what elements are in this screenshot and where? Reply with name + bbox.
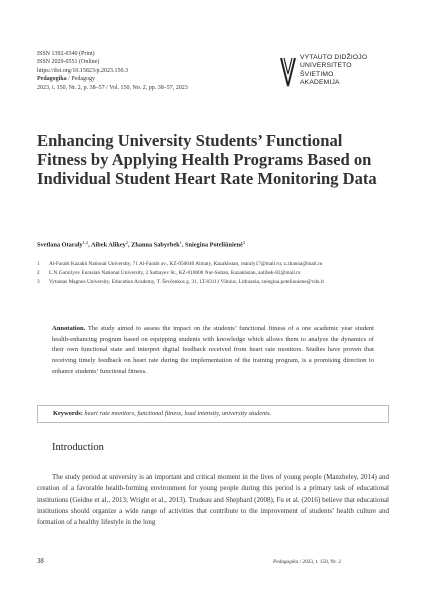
university-logo xyxy=(280,52,392,96)
affiliation-item xyxy=(37,261,397,268)
author-name: Sniegina Poteliūnienė xyxy=(185,241,243,249)
paper-title: Enhancing University Students’ Functional Fitness by Applying Health Programs Based on Individual Student Heart Rate Monitoring Data xyxy=(37,131,377,189)
affiliation-text: L.N.Gumilyov Eurasian National University, 2 Satbayev St., KZ-010000 Nur-Sultan, Kazakhstan, aalibek-82@mail.ru xyxy=(49,270,301,277)
issn-print: ISSN 1392-0340 (Print) xyxy=(37,51,95,57)
issn-online: ISSN 2029-0551 (Online) xyxy=(37,59,100,66)
running-footer xyxy=(273,559,341,565)
keywords-text: heart rate monitors, functional fitness, load intensity, university students. xyxy=(82,410,272,417)
section-heading: Introduction xyxy=(52,442,104,453)
author-affiliation-mark: 3 xyxy=(242,240,246,245)
logo-line: VYTAUTO DIDŽIOJO xyxy=(300,54,368,61)
logo-line: ŠVIETIMO xyxy=(300,70,334,78)
journal-title-en: / Pedagogy xyxy=(66,76,96,83)
author-list: Svetlana Otaraly$^{1,2}$, Aibek Alikey$^2$, Zhanna Sabyrbek$^1$, Sniegina Poteliūnienė$^3$ xyxy=(37,240,246,249)
author-name: Zhanna Sabyrbek xyxy=(131,241,180,249)
affiliation-text: Al-Farabi Kazakh National University, 71 Al-Farabi av., KZ-050040 Almaty, Kazakhstan, otaraly17@mail.ru; z.zhanna@mail.ru xyxy=(49,261,323,267)
logo-line: UNIVERSITETO xyxy=(300,62,352,70)
affiliation-text: Vytautas Magnus University, Education Academy, T. Ševčenkos g. 31, LT-03111 Vilnius, Lithuania, sniegina.poteliuniene@vdu.lt xyxy=(49,279,324,286)
volume-info: 2023, t. 150, Nr. 2, p. 38–57 / Vol. 150, No. 2, pp. 38–57, 2023 xyxy=(37,84,188,91)
logo-emblem-icon xyxy=(280,56,296,90)
keywords-box xyxy=(37,405,389,423)
affiliation-number: 1 xyxy=(37,261,40,267)
logo-line: AKADEMIJA xyxy=(300,79,340,87)
affiliation-number: 2 xyxy=(37,270,40,277)
footer-journal: Pedagogika xyxy=(273,559,299,565)
journal-title: Pedagogika xyxy=(37,76,67,83)
page-number: 38 xyxy=(37,558,44,565)
author-affiliation-mark: 2 xyxy=(125,240,128,245)
journal-meta xyxy=(37,50,188,92)
body-text xyxy=(37,472,389,528)
abstract-label: Annotation. xyxy=(52,325,86,332)
abstract xyxy=(52,324,374,378)
keywords-label: Keywords: xyxy=(53,410,83,417)
affiliation-item xyxy=(37,279,397,286)
author-affiliation-mark: 1,2 xyxy=(82,240,89,245)
doi-link[interactable]: https://doi.org/10.15823/p.2023.150.3 xyxy=(37,67,129,74)
affiliation-list xyxy=(37,261,397,288)
abstract-text: The study aimed to assess the impact on the students’ functional fitness of a one academic year student health-enhancing program based on equipping students with knowledge which allows them to analyze the dynamics of their own functional state and interpret digital feedback received from heart rate monitors. Studies have proven that receiving timely feedback on heart rate during the implementation of the training program, is a promising direction to enhance students’ functional fitness. xyxy=(52,325,374,375)
paragraph: The study period at university is an important and critical moment in the lives of young people (Manzheley, 2014) and creation of a favorable health-forming environment for young people during this period is a primary task of educational institutions (Geidne et al., 2013; Wright et al., 2013). Trudeau and Shephard (2008), Fu et al. (2016) believe that educational institutions should organize a wide range of activities that contribute to the improvement of students’ health culture and formation of a healthy lifestyle in the long xyxy=(37,473,389,527)
affiliation-item xyxy=(37,270,397,277)
author-name: Aibek Alikey xyxy=(90,241,126,249)
affiliation-number: 3 xyxy=(37,279,40,286)
author-affiliation-mark: 1 xyxy=(179,240,182,245)
footer-issue: / 2023, t. 150, Nr. 2 xyxy=(298,559,341,565)
author-name: Svetlana Otaraly xyxy=(37,241,83,249)
